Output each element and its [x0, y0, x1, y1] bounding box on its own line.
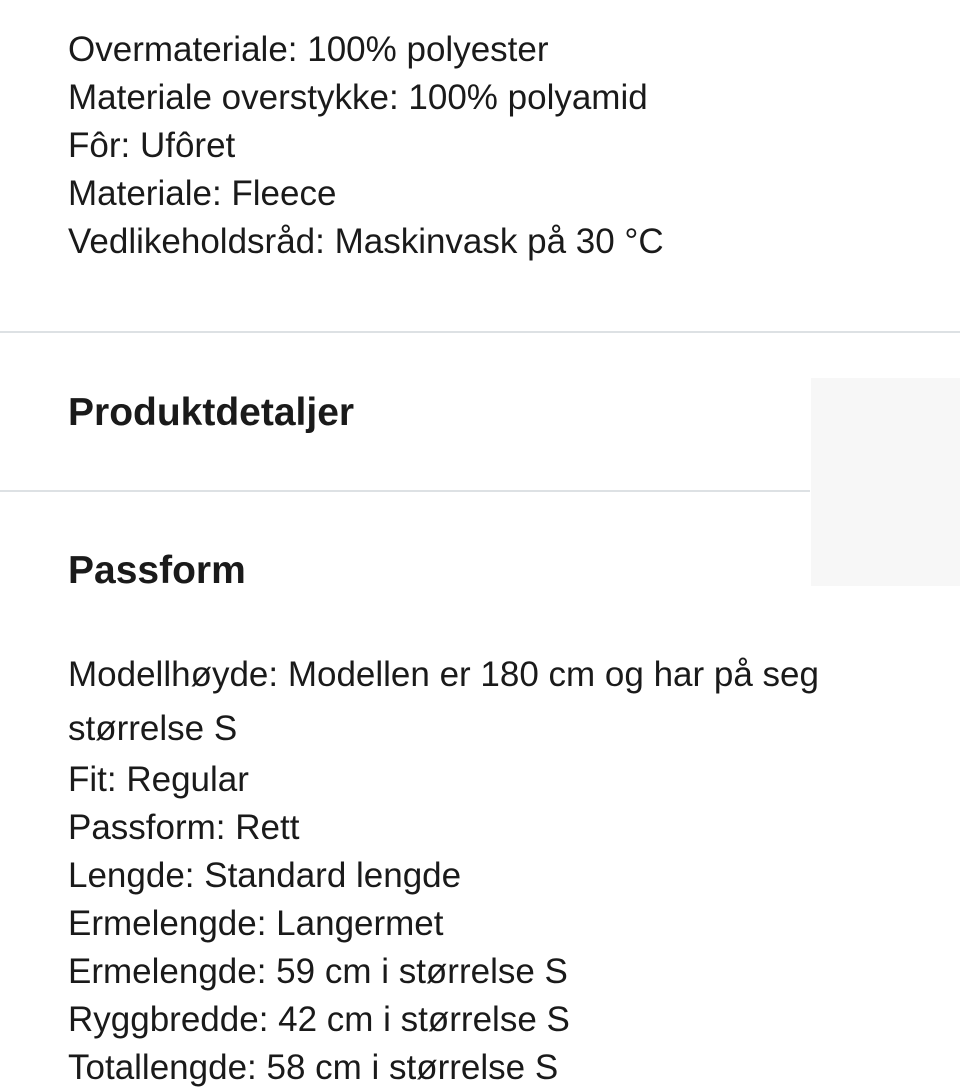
passform-line-ryggbredde: Ryggbredde: 42 cm i størrelse S — [68, 1000, 570, 1039]
material-line-materiale: Materiale: Fleece — [68, 174, 337, 213]
passform-line-passform: Passform: Rett — [68, 808, 300, 847]
passform-line-lengde: Lengde: Standard lengde — [68, 856, 462, 895]
passform-line-fit: Fit: Regular — [68, 760, 249, 799]
material-line-for: Fôr: Ufôret — [68, 126, 236, 165]
passform-line-ermelengde-cm: Ermelengde: 59 cm i størrelse S — [68, 952, 568, 991]
passform-line-ermelengde-type: Ermelengde: Langermet — [68, 904, 444, 943]
passform-details-list — [68, 648, 888, 1092]
material-line-overmateriale: Overmateriale: 100% polyester — [68, 30, 549, 69]
passform-accordion-header[interactable]: Passform — [68, 549, 246, 592]
material-line-vedlikehold: Vedlikeholdsråd: Maskinvask på 30 °C — [68, 222, 664, 261]
material-line-overstykke: Materiale overstykke: 100% polyamid — [68, 78, 648, 117]
produktdetaljer-accordion-header[interactable]: Produktdetaljer — [68, 391, 355, 434]
passform-line-totallengde: Totallengde: 58 cm i størrelse S — [68, 1048, 559, 1087]
section-divider — [0, 490, 810, 492]
section-divider — [0, 331, 960, 333]
side-panel — [811, 378, 960, 586]
material-details-list — [68, 26, 928, 266]
passform-line-modellhoyde: Modellhøyde: Modellen er 180 cm og har på seg størrelse S — [68, 655, 819, 748]
